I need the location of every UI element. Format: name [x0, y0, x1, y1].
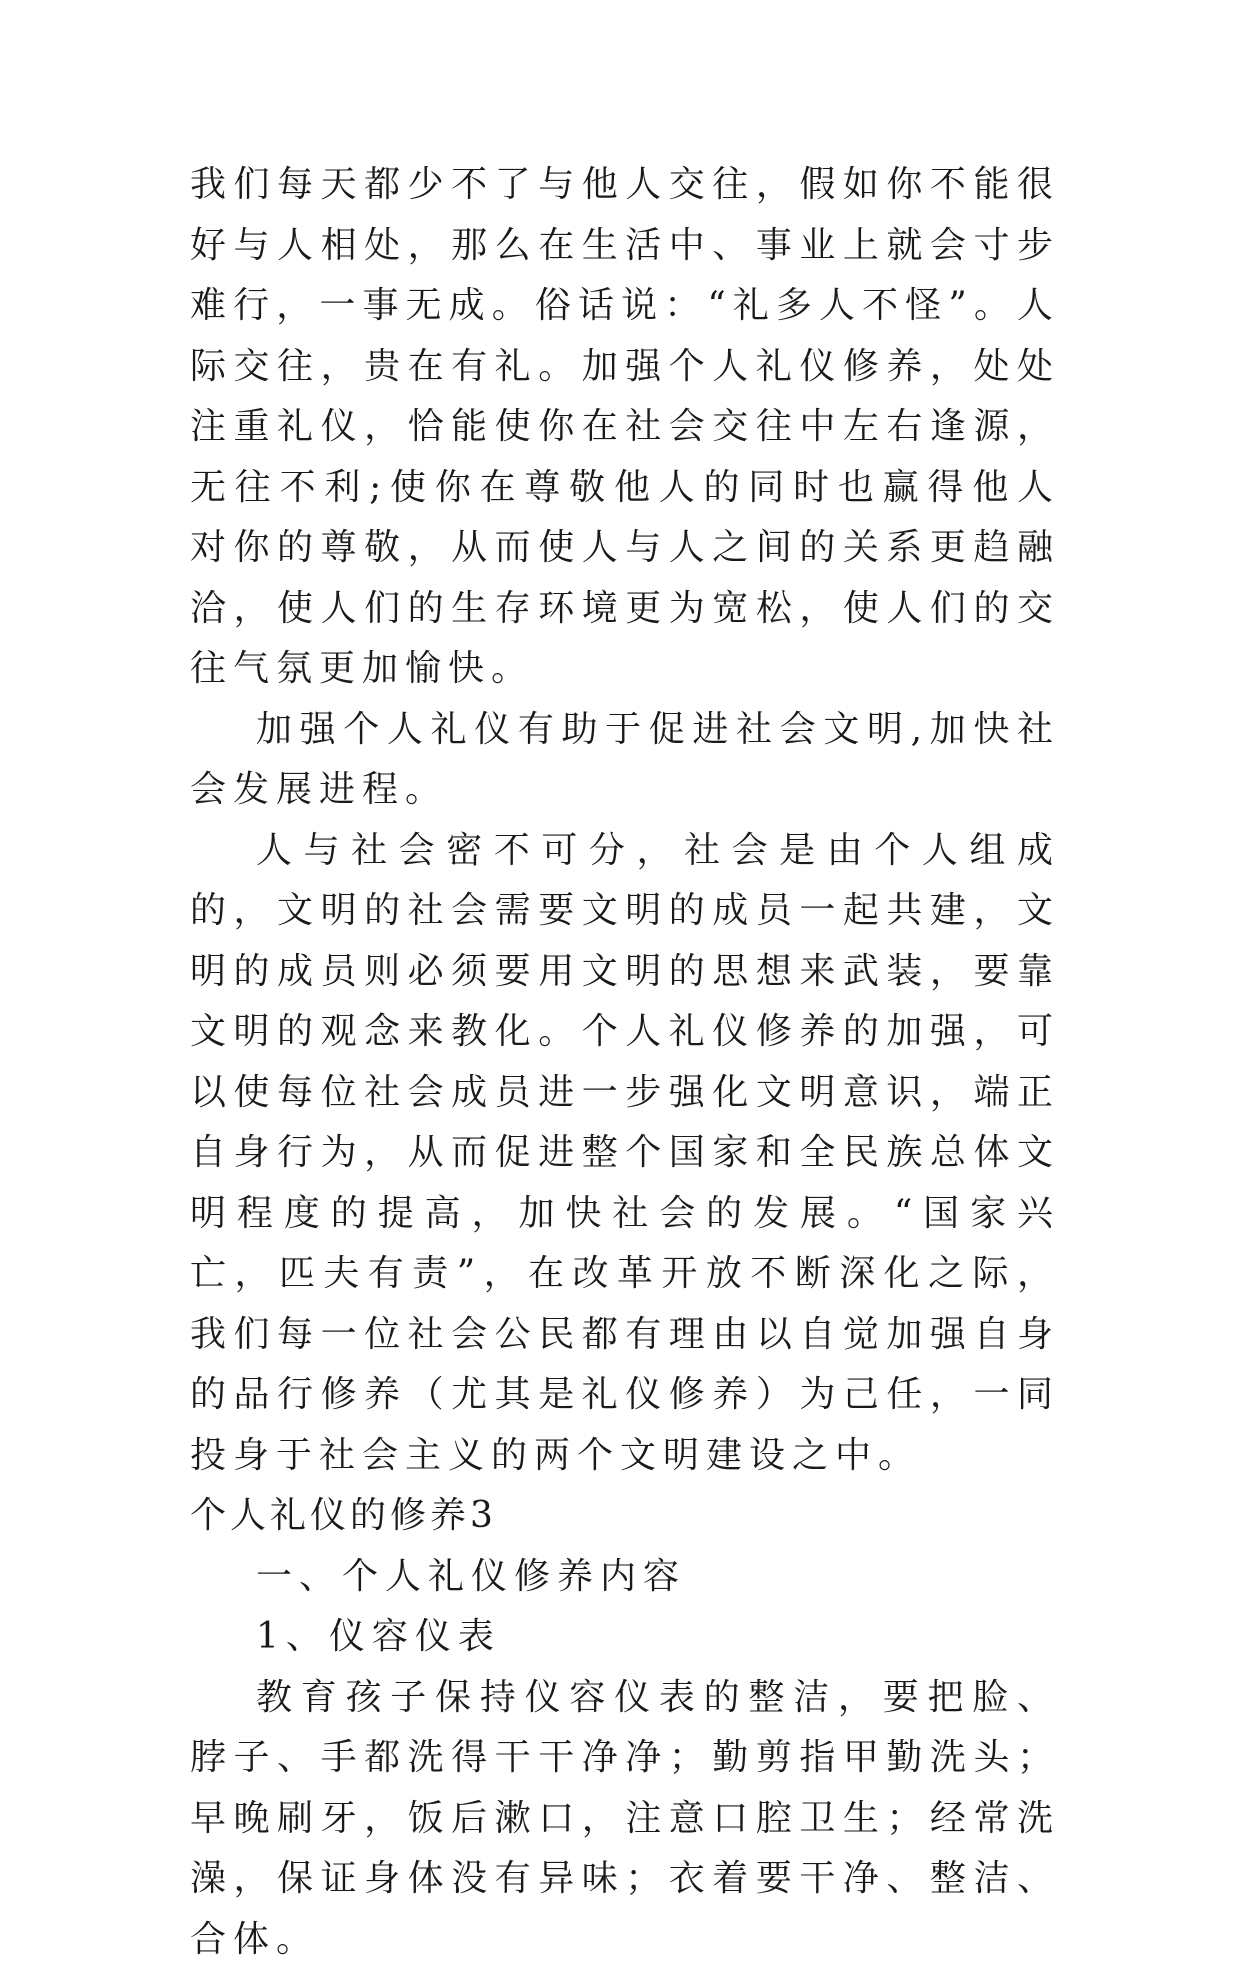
paragraph-individual-and-society: 人与社会密不可分，社会是由个人组成的，文明的社会需要文明的成员一起共建，文明的成员则必须要用文明的思想来武装，要靠文明的观念来教化。个人礼仪修养的加强，可以使每位社会成员进一步强化文明意识，端正自身行为，从而促进整个国家和全民族总体文明程度的提高，加快社会的发展。“国家兴亡，匹夫有责”，在改革开放不断深化之际，我们每一位社会公民都有理由以自觉加强自身的品行修养（尤其是礼仪修养）为己任，一同投身于社会主义的两个文明建设之中。: [190, 821, 1060, 1487]
section-title: 个人礼仪的修养3: [190, 1486, 1060, 1547]
item-title: 1、仪容仪表: [190, 1607, 1060, 1668]
paragraph-etiquette-importance: 我们每天都少不了与他人交往，假如你不能很好与人相处，那么在生活中、事业上就会寸步难行，一事无成。俗话说：“礼多人不怪”。人际交往，贵在有礼。加强个人礼仪修养，处处注重礼仪，恰能使你在社会交往中左右逢源，无往不利;使你在尊敬他人的同时也赢得他人对你的尊敬，从而使人与人之间的关系更趋融洽，使人们的生存环境更为宽松，使人们的交往气氛更加愉快。: [190, 155, 1060, 700]
subsection-title: 一、个人礼仪修养内容: [190, 1547, 1060, 1608]
paragraph-social-civilization: 加强个人礼仪有助于促进社会文明,加快社会发展进程。: [190, 700, 1060, 821]
paragraph-appearance: 教育孩子保持仪容仪表的整洁，要把脸、脖子、手都洗得干干净净；勤剪指甲勤洗头；早晚刷牙，饭后漱口，注意口腔卫生；经常洗澡，保证身体没有异味；衣着要干净、整洁、合体。: [190, 1668, 1060, 1970]
document-page: [190, 155, 1060, 1970]
